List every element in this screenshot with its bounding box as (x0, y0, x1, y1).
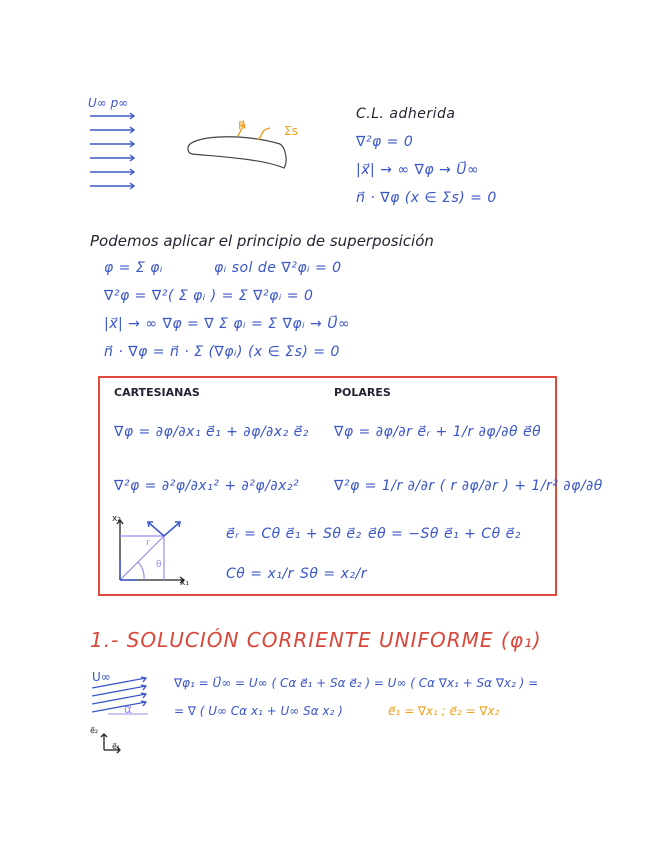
surface-label: Σs (284, 124, 298, 138)
alpha-label: α (124, 702, 132, 716)
basis-note: e⃗₁ = ∇x₁ ; e⃗₂ = ∇x₂ (388, 704, 500, 718)
cartesian-title: CARTESIANAS (114, 386, 200, 399)
bc-equation-1: ∇²φ = 0 (356, 134, 414, 150)
sin-definition: Sθ = x₂/r (300, 566, 367, 582)
basis-axes-icon (96, 730, 126, 754)
bc-equation-2: |x⃗| → ∞ ∇φ → U⃗∞ (356, 162, 480, 178)
section-1-title: 1.- SOLUCIÓN CORRIENTE UNIFORME (φ₁) (90, 628, 542, 652)
uniform-flow-arrows (88, 676, 158, 716)
cos-definition: Cθ = x₁/r (226, 566, 294, 582)
cartesian-laplacian: ∇²φ = ∂²φ/∂x₁² + ∂²φ/∂x₂² (114, 478, 300, 494)
flow-label: U∞ (92, 670, 111, 684)
basis-e2-label: e⃗₂ (90, 726, 99, 735)
cartesian-gradient: ∇φ = ∂φ/∂x₁ e⃗₁ + ∂φ/∂x₂ e⃗₂ (114, 424, 309, 440)
superposition-line-1b: φᵢ sol de ∇²φᵢ = 0 (214, 260, 342, 276)
superposition-line-3: |x⃗| → ∞ ∇φ = ∇ Σ φᵢ = Σ ∇φᵢ → U⃗∞ (104, 316, 351, 332)
section-1-equation-1: ∇φ₁ = U⃗∞ = U∞ ( Cα e⃗₁ + Sα e⃗₂ ) = U∞ ( Cα ∇x₁ + Sα ∇x₂ ) = (174, 676, 539, 690)
theta-label: θ (156, 560, 162, 570)
bc-title: C.L. adherida (356, 106, 456, 122)
polar-title: POLARES (334, 386, 391, 399)
superposition-line-1a: φ = Σ φᵢ (104, 260, 163, 276)
axis-x1-label: x₁ (180, 578, 189, 588)
r-label: r (146, 538, 150, 548)
freestream-label: U∞ p∞ (88, 96, 129, 110)
normal-label: n⃗ (238, 118, 246, 132)
etheta-definition: e⃗θ = −Sθ e⃗₁ + Cθ e⃗₂ (368, 526, 521, 542)
basis-e1-label: e⃗₁ (112, 742, 121, 751)
superposition-heading: Podemos aplicar el principio de superposición (90, 232, 434, 250)
superposition-line-4: n⃗ · ∇φ = n⃗ · Σ (∇φᵢ) (x ∈ Σs) = 0 (104, 344, 340, 360)
polar-gradient: ∇φ = ∂φ/∂r e⃗ᵣ + 1/r ∂φ/∂θ e⃗θ (334, 424, 542, 440)
polar-laplacian: ∇²φ = 1/r ∂/∂r ( r ∂φ/∂r ) + 1/r² ∂φ/∂θ (334, 478, 603, 494)
section-1-equation-2: = ∇ ( U∞ Cα x₁ + U∞ Sα x₂ ) (174, 704, 343, 718)
freestream-arrows (88, 112, 148, 192)
superposition-line-2: ∇²φ = ∇²( Σ φᵢ ) = Σ ∇²φᵢ = 0 (104, 288, 314, 304)
bc-equation-3: n⃗ · ∇φ (x ∈ Σs) = 0 (356, 190, 497, 206)
axis-x2-label: x₂ (112, 514, 121, 524)
er-definition: e⃗ᵣ = Cθ e⃗₁ + Sθ e⃗₂ (226, 526, 362, 542)
